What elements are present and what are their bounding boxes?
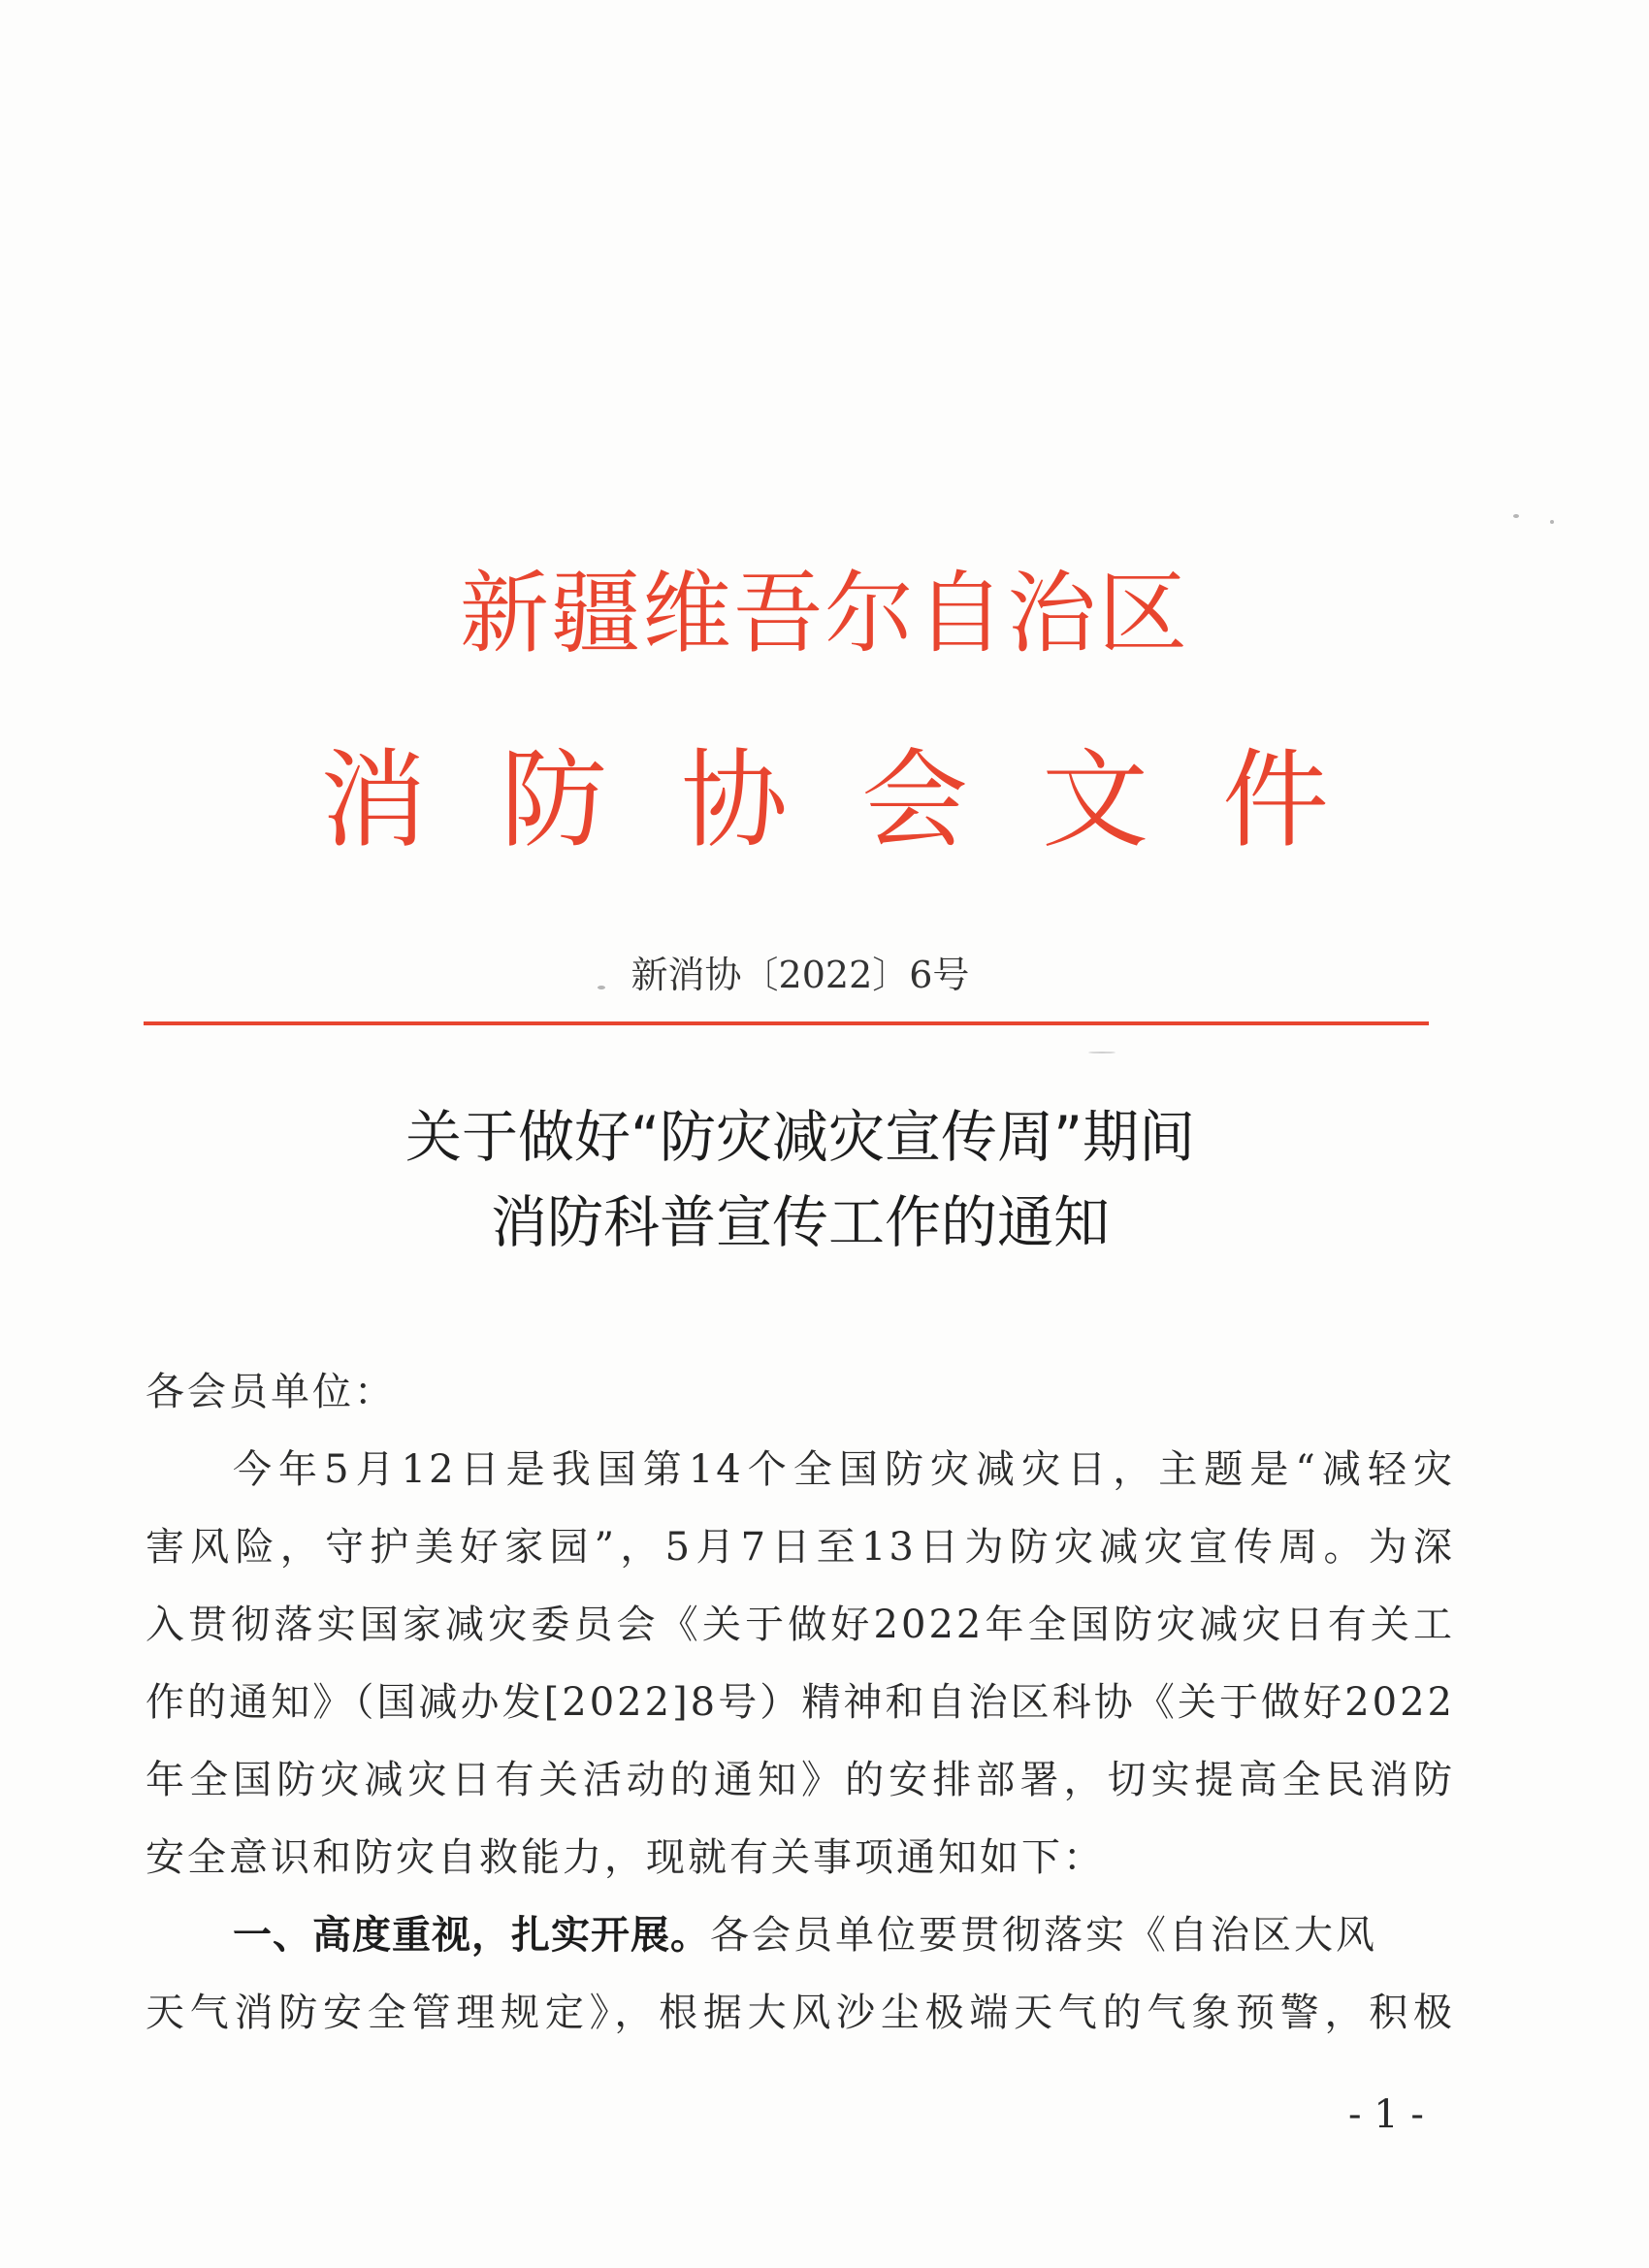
document-type-heading: 消防协会文件 [320, 738, 1403, 862]
paragraph-1-line-6: 安全意识和防灾自救能力，现就有关事项通知如下： [146, 1835, 1105, 1880]
paragraph-1-line-5: 年全国防灾减灾日有关活动的通知》的安排部署，切实提高全民消防 [146, 1758, 1455, 1802]
section-1-line-2: 天气消防安全管理规定》，根据大风沙尘极端天气的气象预警，积极 [146, 1991, 1455, 2035]
red-divider-line [144, 1021, 1429, 1025]
section-1-line-1 [233, 1906, 1455, 1964]
document-number: 新消协〔2022〕6号 [630, 954, 970, 996]
scan-speck [1513, 514, 1519, 518]
page-number: - 1 - [1348, 2092, 1424, 2137]
scan-speck [1088, 1052, 1116, 1053]
paragraph-1-line-1: 今年5月12日是我国第14个全国防灾减灾日，主题是“减轻灾 [233, 1447, 1455, 1492]
notice-title-line-1: 关于做好“防灾减灾宣传周”期间 [404, 1104, 1196, 1170]
section-1-line-1-text: 各会员单位要贯彻落实《自治区大风 [710, 1913, 1377, 1958]
issuing-organization: 新疆维吾尔自治区 [459, 562, 1189, 665]
paragraph-1-line-2: 害风险，守护美好家园”，5月7日至13日为防灾减灾宣传周。为深 [146, 1525, 1455, 1570]
scan-speck [598, 986, 605, 989]
section-1-heading: 一、高度重视，扎实开展。 [233, 1913, 710, 1958]
notice-title-line-2: 消防科普宣传工作的通知 [490, 1189, 1110, 1255]
paragraph-1-line-4: 作的通知》（国减办发[2022]8号）精神和自治区科协《关于做好2022 [146, 1680, 1455, 1725]
salutation: 各会员单位： [146, 1370, 396, 1414]
paragraph-1-line-3: 入贯彻落实国家减灾委员会《关于做好2022年全国防灾减灾日有关工 [146, 1603, 1455, 1647]
scan-speck [1550, 520, 1554, 524]
